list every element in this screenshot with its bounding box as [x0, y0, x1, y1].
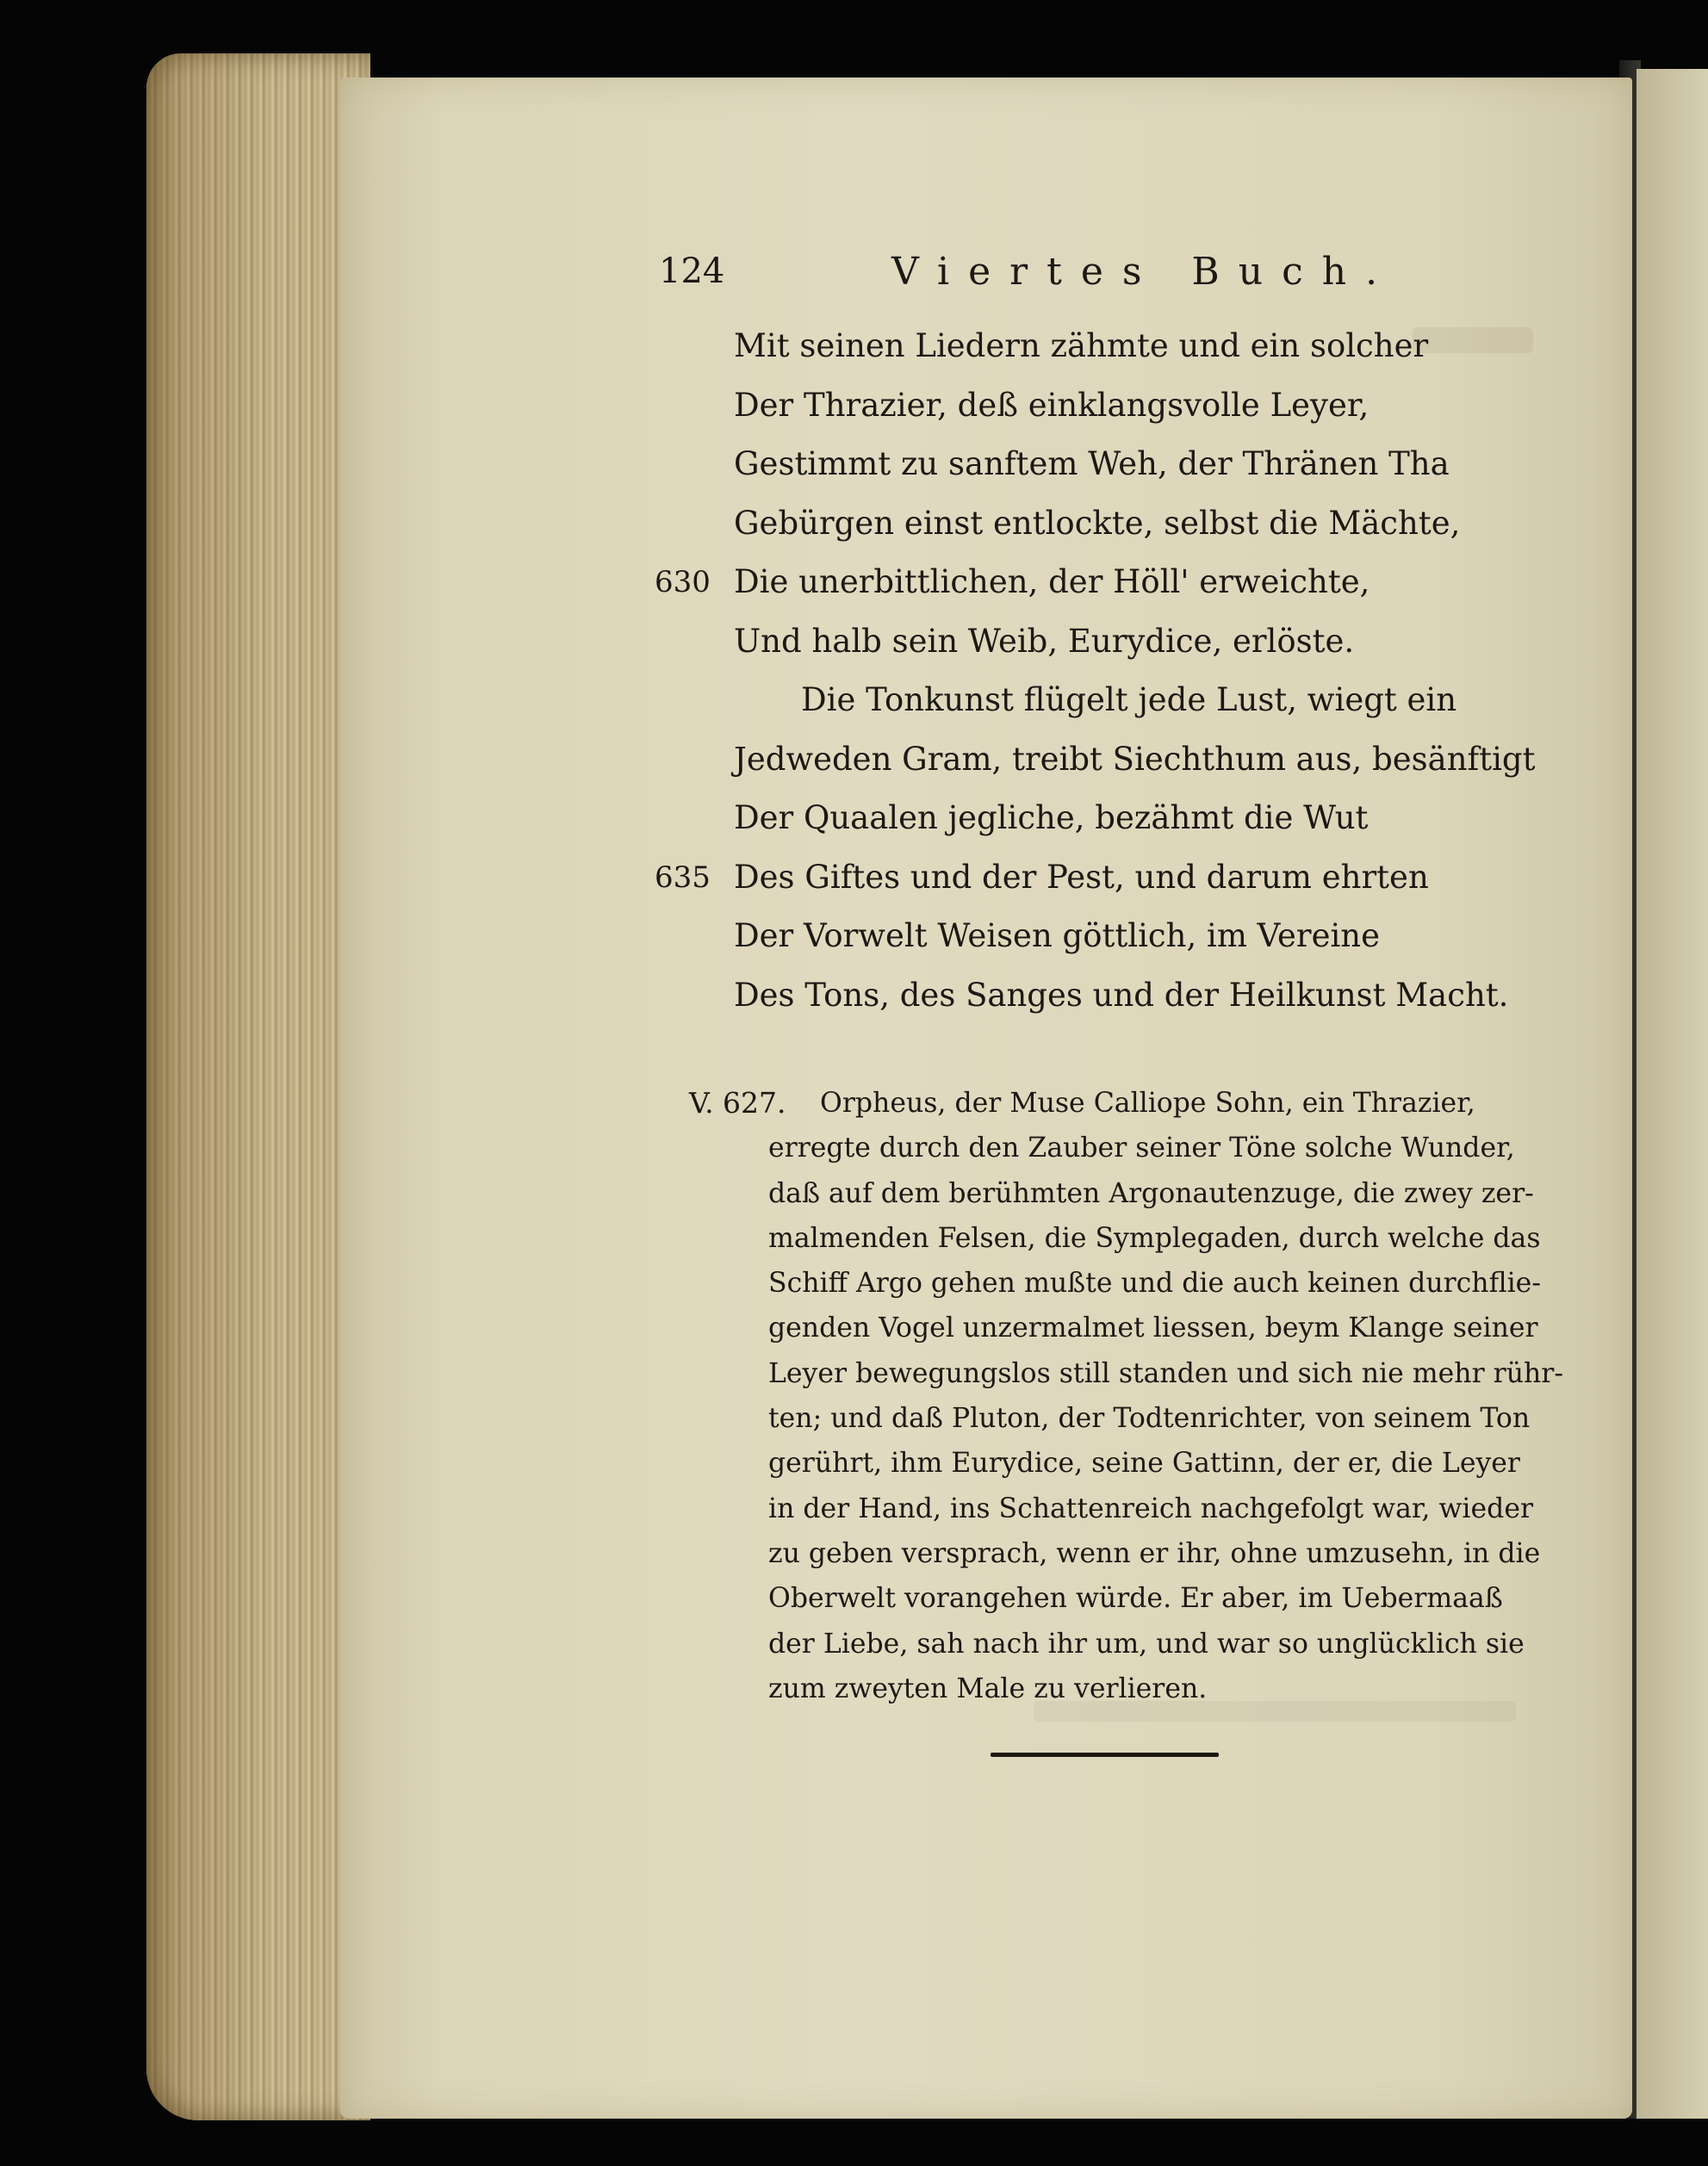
verse-text: Gebürgen einst entlockte, selbst die Mächte, — [734, 504, 1461, 542]
verse-text: Des Giftes und der Pest, und darum ehrten — [734, 858, 1429, 896]
footnote-line: zu geben versprach, wenn er ihr, ohne umzusehn, in die — [768, 1537, 1541, 1569]
facing-page-edge — [1637, 69, 1708, 2119]
verse-line — [655, 376, 1516, 436]
page-edges — [146, 53, 370, 2120]
footnote-line: ten; und daß Pluton, der Todtenrichter, von seinem Ton — [768, 1403, 1531, 1435]
verse-line — [655, 494, 1516, 554]
verse-block — [655, 317, 1536, 1025]
verse-text: Und halb sein Weib, Eurydice, erlöste. — [734, 622, 1355, 660]
page-number: 124 — [659, 251, 725, 291]
verse-line — [655, 966, 1516, 1026]
footnote-line: gerührt, ihm Eurydice, seine Gattinn, der er, die Leyer — [768, 1448, 1520, 1480]
verse-text: Des Tons, des Sanges und der Heilkunst Macht. — [734, 976, 1509, 1014]
verse-line — [655, 730, 1536, 790]
verse-text: Gestimmt zu sanftem Weh, der Thränen Tha — [734, 445, 1450, 482]
footnote-line: der Liebe, sah nach ihr um, und war so unglücklich sie — [768, 1628, 1525, 1660]
verse-line — [655, 671, 1516, 730]
verse-text: Die Tonkunst flügelt jede Lust, wiegt ein — [801, 681, 1457, 718]
footnote-line: Orpheus, der Muse Calliope Sohn, ein Thrazier, — [820, 1088, 1475, 1119]
running-title: Viertes Buch. — [891, 250, 1397, 294]
verse-line — [655, 907, 1516, 966]
verse-line — [655, 789, 1516, 848]
footnote-line: Schiff Argo gehen mußte und die auch keinen durchflie- — [768, 1268, 1541, 1300]
verse-line — [655, 612, 1516, 672]
footnote — [689, 1081, 1563, 1711]
verse-line — [655, 317, 1516, 376]
verse-text: Der Vorwelt Weisen göttlich, im Vereine — [734, 917, 1381, 954]
footnote-line: Leyer bewegungslos still standen und sich nie mehr rühr- — [768, 1357, 1563, 1389]
verse-line — [655, 553, 1516, 612]
footnote-line: malmenden Felsen, die Symplegaden, durch welche das — [768, 1222, 1541, 1254]
verse-text: Der Quaalen jegliche, bezähmt die Wut — [734, 799, 1369, 836]
verse-text: Der Thrazier, deß einklangsvolle Leyer, — [734, 386, 1370, 424]
footnote-line: erregte durch den Zauber seiner Töne solche Wunder, — [768, 1133, 1515, 1164]
footnote-line: in der Hand, ins Schattenreich nachgefolgt war, wieder — [768, 1493, 1534, 1524]
verse-text: Mit seinen Liedern zähmte und ein solcher — [734, 327, 1429, 364]
footnote-line: Oberwelt vorangehen würde. Er aber, im Uebermaaß — [768, 1583, 1503, 1615]
verse-text: Die unerbittlichen, der Höll' erweichte, — [734, 563, 1370, 600]
verse-text: Jedweden Gram, treibt Siechthum aus, besänftigt — [734, 740, 1536, 778]
verse-line — [655, 848, 1516, 908]
line-number: 630 — [655, 565, 711, 599]
footnote-label: V. 627. — [689, 1086, 786, 1120]
footnote-line: daß auf dem berühmten Argonautenzuge, die zwey zer- — [768, 1177, 1534, 1209]
verse-line — [655, 435, 1516, 494]
footnote-line: genden Vogel unzermalmet liessen, beym Klange seiner — [768, 1313, 1538, 1344]
end-rule — [991, 1753, 1219, 1757]
line-number: 635 — [655, 860, 711, 895]
footnote-line: zum zweyten Male zu verlieren. — [768, 1673, 1208, 1704]
